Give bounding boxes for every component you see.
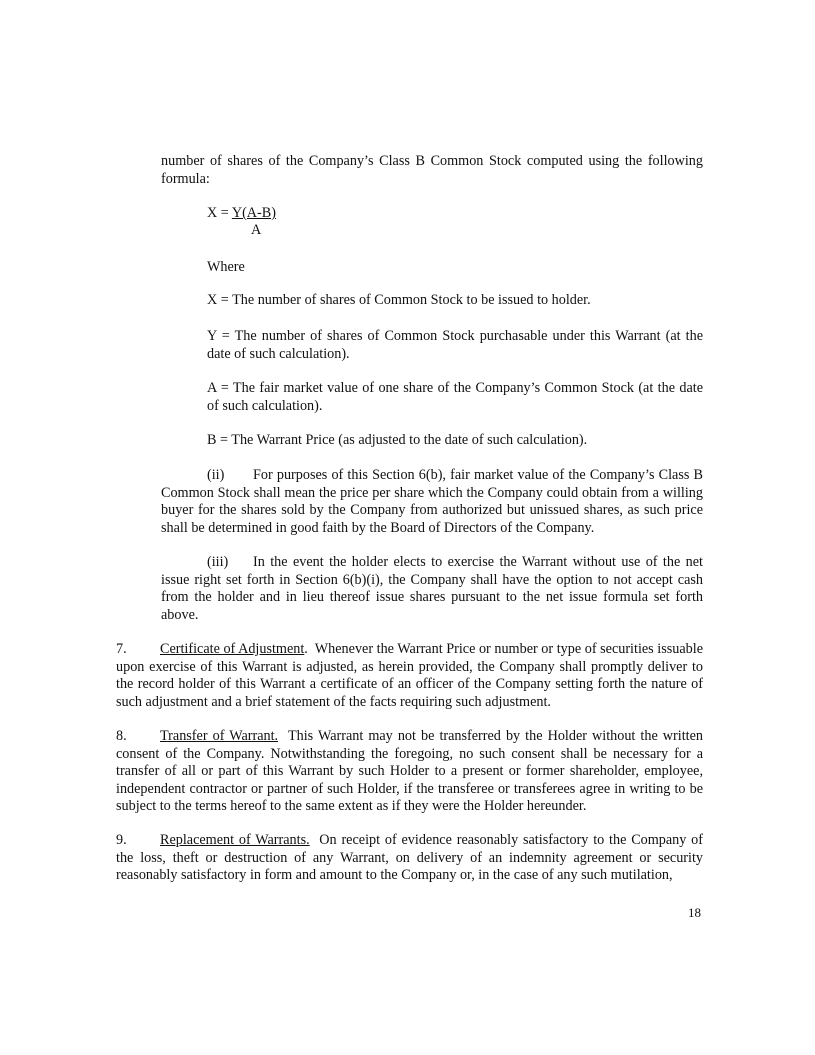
section-8 xyxy=(116,728,703,816)
section-7-separator: . xyxy=(304,641,315,657)
subsection-ii-text: For purposes of this Section 6(b), fair market value of the Company’s Class B Common Stock shall mean the price per share which the Company could obtain from a willing buyer for the shares sold by the Company from authorized but unissued shares, as such price shall be determined in good faith by the Board of Directors of the Company. xyxy=(161,467,703,536)
section-9-text: On receipt of evidence reasonably satisfactory to the Company of the loss, theft or destruction of any Warrant, on delivery of an indemnity agreement or security reasonably satisfactory in form and amount to the Company or, in the case of any such mutilation, xyxy=(116,832,703,884)
formula xyxy=(207,205,276,238)
section-9-number: 9. xyxy=(116,832,127,848)
where-label: Where xyxy=(207,259,245,275)
section-7-heading: Certificate of Adjustment xyxy=(160,641,305,657)
section-7-text: Whenever the Warrant Price or number or type of securities issuable upon exercise of this Warrant is adjusted, as herein provided, the Company shall promptly deliver to the record holder of this Warrant a certificate of an officer of the Company setting forth the nature of such adjustment and a brief statement of the facts requiring such adjustment. xyxy=(116,641,703,710)
section-8-number: 8. xyxy=(116,728,127,744)
subsection-ii-label: (ii) xyxy=(207,467,225,483)
subsection-iii xyxy=(161,554,703,624)
section-8-heading: Transfer of Warrant. xyxy=(160,728,279,744)
section-9-heading: Replacement of Warrants. xyxy=(160,832,310,848)
formula-numerator: Y(A-B) xyxy=(231,205,276,221)
subsection-iii-text: In the event the holder elects to exercise the Warrant without use of the net issue right set forth in Section 6(b)(i), the Company shall have the option to not accept cash from the holder and in lieu thereof issue shares pursuant to the net issue formula set forth above. xyxy=(161,554,703,623)
subsection-iii-label: (iii) xyxy=(207,554,229,570)
subsection-ii xyxy=(161,467,703,537)
section-9-separator xyxy=(310,832,320,848)
definition-y: Y = The number of shares of Common Stock purchasable under this Warrant (at the date of such calculation). xyxy=(207,328,703,362)
definition-a: A = The fair market value of one share of the Company’s Common Stock (at the date of such calculation). xyxy=(207,380,703,414)
section-8-separator xyxy=(278,728,288,744)
section-7 xyxy=(116,641,703,711)
section-7-number: 7. xyxy=(116,641,127,657)
formula-lhs: X = xyxy=(207,205,232,221)
page-number: 18 xyxy=(688,905,701,920)
definition-x: X = The number of shares of Common Stock to be issued to holder. xyxy=(207,292,591,308)
intro-paragraph: number of shares of the Company’s Class B Common Stock computed using the following formula: xyxy=(161,153,703,187)
formula-denominator: A xyxy=(251,222,262,238)
section-8-text: This Warrant may not be transferred by the Holder without the written consent of the Company. Notwithstanding the foregoing, no such consent shall be necessary for a transfer of all or part of this Warrant by such Holder to a present or former shareholder, employee, independent contractor or partner of such Holder, if the transferee or transferees agree in writing to be subject to the terms hereof to the same extent as if they were the Holder hereunder. xyxy=(116,728,703,815)
definition-b: B = The Warrant Price (as adjusted to the date of such calculation). xyxy=(207,432,588,448)
section-9 xyxy=(116,832,703,885)
